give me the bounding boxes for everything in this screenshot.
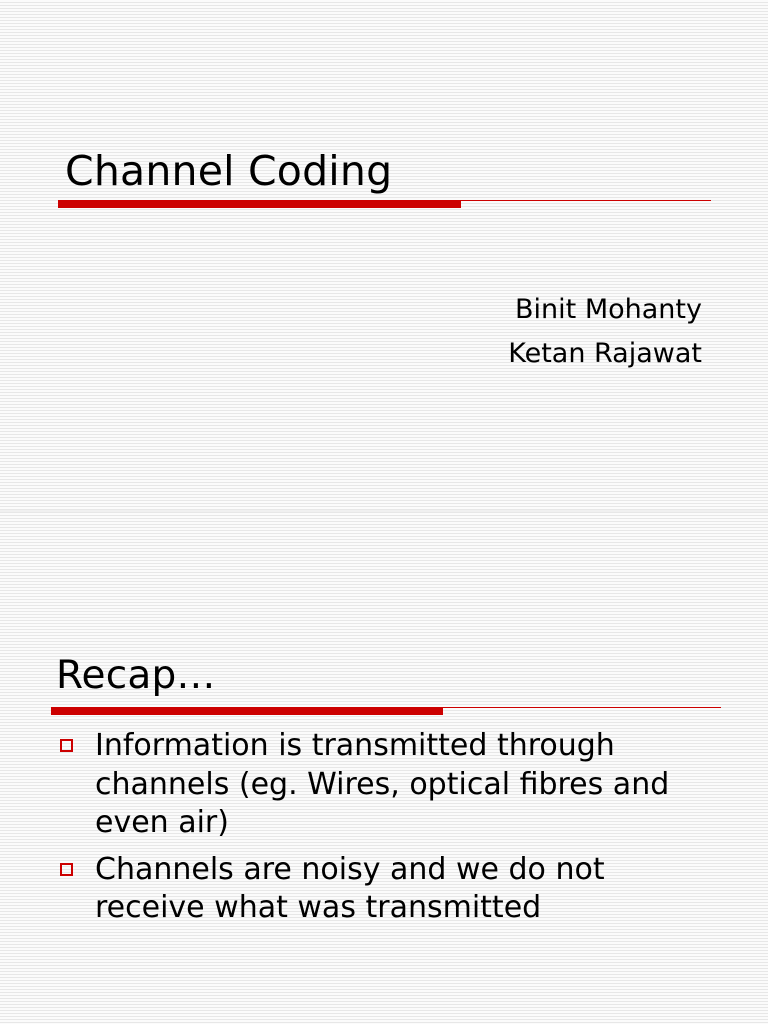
author-name: Ketan Rajawat	[508, 338, 702, 369]
bullet-list	[58, 727, 698, 936]
title-slide	[0, 0, 768, 510]
title-underline-thick	[51, 707, 443, 715]
title-underline-thin	[461, 200, 711, 201]
bullet-item	[58, 851, 698, 928]
author-name: Binit Mohanty	[515, 294, 702, 325]
hollow-square-bullet-icon	[60, 739, 73, 752]
hollow-square-bullet-icon	[60, 863, 73, 876]
slide-title: Channel Coding	[65, 147, 393, 195]
title-underline-thick	[58, 200, 461, 208]
title-underline-thin	[443, 707, 721, 708]
bullet-text: Channels are noisy and we do not receive what was transmitted	[95, 851, 605, 925]
recap-slide	[0, 512, 768, 1024]
bullet-text: Information is transmitted through channels (eg. Wires, optical fibres and even air)	[95, 728, 670, 840]
slide-title: Recap…	[56, 653, 216, 698]
bullet-item	[58, 727, 698, 843]
author-list	[508, 288, 702, 376]
